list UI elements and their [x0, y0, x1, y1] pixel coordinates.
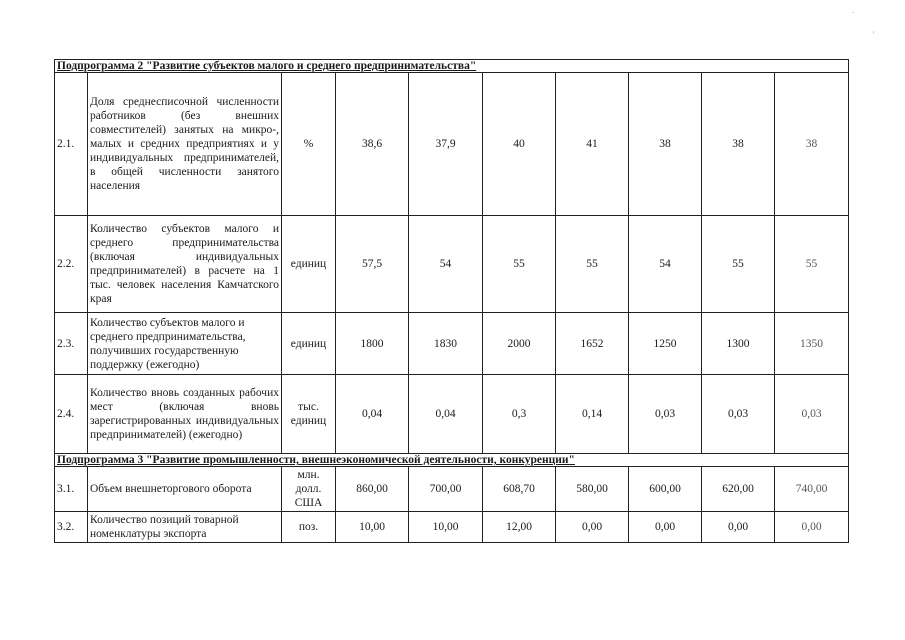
indicator-name: Количество позиций товарной номенклатуры экспорта — [88, 512, 282, 543]
unit-cell: единиц — [282, 216, 336, 313]
value-cell: 0,00 — [556, 512, 629, 543]
row-number: 3.2. — [55, 512, 88, 543]
row-number: 2.2. — [55, 216, 88, 313]
value-cell: 1652 — [556, 313, 629, 375]
section-header-row — [55, 60, 849, 73]
value-cell: 1300 — [702, 313, 775, 375]
value-cell: 38 — [629, 73, 702, 216]
value-cell: 620,00 — [702, 467, 775, 512]
table-row — [55, 216, 849, 313]
table-row — [55, 467, 849, 512]
value-cell: 0,00 — [702, 512, 775, 543]
value-cell: 10,00 — [409, 512, 483, 543]
value-cell: 0,03 — [702, 375, 775, 454]
value-cell: 0,03 — [629, 375, 702, 454]
unit-cell: единиц — [282, 313, 336, 375]
indicator-name: Количество вновь созданных рабочих мест (включая вновь зарегистрированных индивидуальных предпринимателей) (ежегодно) — [88, 375, 282, 454]
value-cell: 38 — [775, 73, 849, 216]
value-cell: 608,70 — [483, 467, 556, 512]
value-cell: 0,3 — [483, 375, 556, 454]
section-title: Подпрограмма 3 "Развитие промышленности, внешнеэкономической деятельности, конкуренции" — [55, 454, 849, 467]
indicator-name: Количество субъектов малого и среднего предпринимательства, получивших государственную поддержку (ежегодно) — [88, 313, 282, 375]
row-number: 2.3. — [55, 313, 88, 375]
value-cell: 2000 — [483, 313, 556, 375]
value-cell: 1250 — [629, 313, 702, 375]
value-cell: 740,00 — [775, 467, 849, 512]
value-cell: 860,00 — [336, 467, 409, 512]
value-cell: 55 — [556, 216, 629, 313]
indicator-name: Объем внешнеторгового оборота — [88, 467, 282, 512]
unit-cell: млн. долл. США — [282, 467, 336, 512]
value-cell: 600,00 — [629, 467, 702, 512]
value-cell: 54 — [629, 216, 702, 313]
value-cell: 0,04 — [336, 375, 409, 454]
scan-mark: . — [852, 6, 854, 15]
section-title: Подпрограмма 2 "Развитие субъектов малого и среднего предпринимательства" — [55, 60, 849, 73]
value-cell: 55 — [483, 216, 556, 313]
value-cell: 41 — [556, 73, 629, 216]
value-cell: 57,5 — [336, 216, 409, 313]
table-row — [55, 313, 849, 375]
value-cell: 580,00 — [556, 467, 629, 512]
value-cell: 40 — [483, 73, 556, 216]
value-cell: 0,00 — [775, 512, 849, 543]
indicator-name: Доля среднесписочной численности работников (без внешних совместителей) занятых на микро-, малых и средних предприятиях и у индивидуальных предпринимателей, в общей численности занятого населения — [88, 73, 282, 216]
row-number: 2.4. — [55, 375, 88, 454]
unit-cell: % — [282, 73, 336, 216]
table-row — [55, 73, 849, 216]
value-cell: 700,00 — [409, 467, 483, 512]
value-cell: 37,9 — [409, 73, 483, 216]
value-cell: 0,03 — [775, 375, 849, 454]
value-cell: 1830 — [409, 313, 483, 375]
indicators-table — [54, 59, 849, 543]
value-cell: 55 — [775, 216, 849, 313]
value-cell: 55 — [702, 216, 775, 313]
value-cell: 38 — [702, 73, 775, 216]
row-number: 2.1. — [55, 73, 88, 216]
value-cell: 12,00 — [483, 512, 556, 543]
value-cell: 0,14 — [556, 375, 629, 454]
unit-cell: тыс. единиц — [282, 375, 336, 454]
section-header-row — [55, 454, 849, 467]
row-number: 3.1. — [55, 467, 88, 512]
value-cell: 10,00 — [336, 512, 409, 543]
table-row — [55, 512, 849, 543]
table-row — [55, 375, 849, 454]
value-cell: 0,00 — [629, 512, 702, 543]
scan-mark: ' — [873, 30, 875, 39]
value-cell: 1800 — [336, 313, 409, 375]
value-cell: 0,04 — [409, 375, 483, 454]
unit-cell: поз. — [282, 512, 336, 543]
value-cell: 38,6 — [336, 73, 409, 216]
indicator-name: Количество субъектов малого и среднего предпринимательства (включая индивидуальных предпринимателей) в расчете на 1 тыс. человек населения Камчатского края — [88, 216, 282, 313]
value-cell: 54 — [409, 216, 483, 313]
value-cell: 1350 — [775, 313, 849, 375]
